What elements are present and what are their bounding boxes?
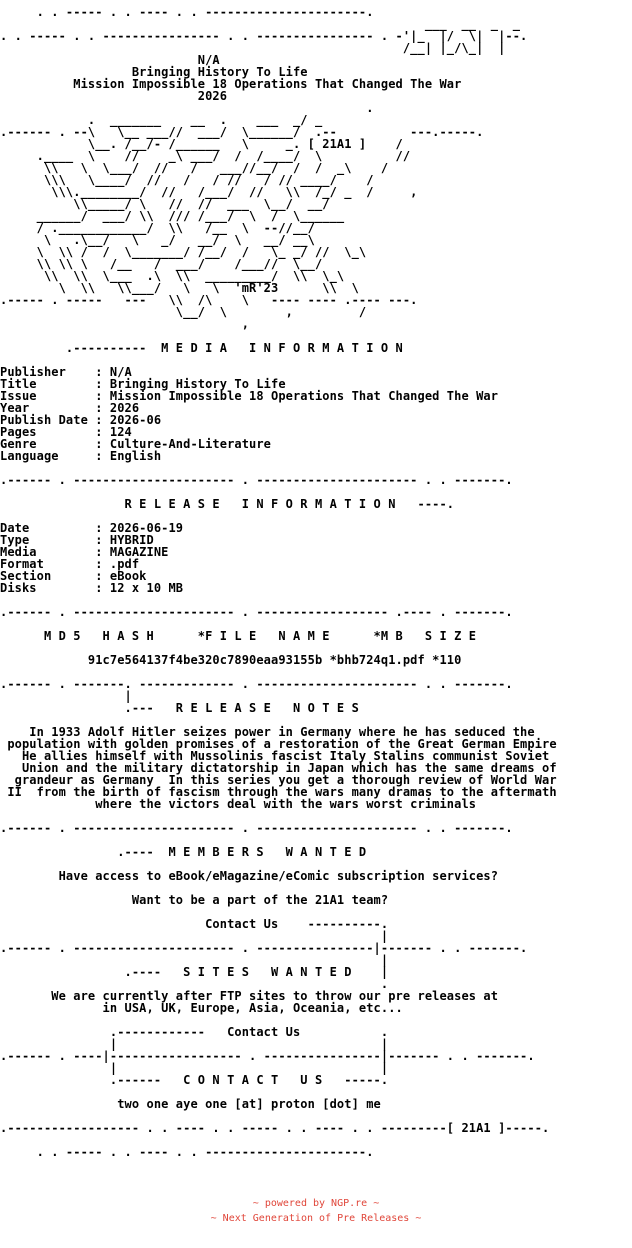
- footer: [0, 1196, 632, 1226]
- footer-tagline: ~ Next Generation of Pre Releases ~: [210, 1213, 422, 1224]
- nfo-text: . . ----- . . ---- . . ----------------------. ___ __ _ _ . . ----- . . ---------------- . . ---------------- . -'|_ |/ \| |--. /__| |_/\_| | N/A Bringing History To Life Mission Impossible 18 Operations That Changed The War 2026 . . _______ __ . ___ _/ _ .------ . --\ \__ ___// ___/ \______/ .-- ---.-----. \__. /__/- /______ \ _. [ 21A1 ] / .____ \ // _\ ___/ / /____/ \ // \\ \ \___/ // / ___//__/ / / _\ / \\\ \____/ // / / // / // ____/ / \\\.________/ // /___/ // \\ /_/ _ / , \\_____/ \ // // ___ \__/ __/ ______/ ___/ \\ /// /___/ \ / \______ / .____________/ \\ /__ \ --//__/ \ .\__/ \ _/ __/ \ __/ __\ \ \\ / / \_______/ /__/ / \_ _/ // \_\ \\ \\ \ /__ / ___/ /___// \__/ \\ \\ \___ .\ \\ _________/ \\ \_\ \ \\ \\___/ \ \ 'mR'23 \\ \ .----- . ----- --- \\ /\ \ ---- ---- .---- ---. \__/ \ , / , .---------- M E D I A I N F O R M A T I O N Publisher : N/A Title : Bringing History To Life Issue : Mission Impossible 18 Operations That Changed The War Year : 2026 Publish Date : 2026-06 Pages : 124 Genre : Culture-And-Literature Language : English .------ . ---------------------- . ---------------------- . . -------. R E L E A S E I N F O R M A T I O N ----. Date : 2026-06-19 Type : HYBRID Media : MAGAZINE Format : .pdf Section : eBook Disks : 12 x 10 MB .------ . ---------------------- . ------------------ .---- . -------. M D 5 H A S H *F I L E N A M E *M B S I Z E 91c7e564137f4be320c7890eaa93155b *bhb724q1.pdf *110 .------ . -------. ------------- . ---------------------- . . -------. | .--- R E L E A S E N O T E S In 1933 Adolf Hitler seizes power in Germany where he has seduced the population with golden promises of a restoration of the Great German Empire He allies himself with Mussolinis fascist Italy Stalins communist Soviet Union and the military dictatorship in Japan which has the same dreams of grandeur as Germany In this series you get a thorough review of World War II from the birth of fascism through the wars many dramas to the aftermath where the victors deal with the wars worst criminals .------ . ---------------------- . ---------------------- . . -------. .---- M E M B E R S W A N T E D Have access to eBook/eMagazine/eComic subscription services? Want to be a part of the 21A1 team? Contact Us ----------. | .------ . ---------------------- . ----------------|------- . . -------. | .---- S I T E S W A N T E D | . We are currently after FTP sites to throw our pre releases at in USA, UK, Europe, Asia, Oceania, etc... .------------ Contact Us . | | .------ . ----|------------------ . ----------------|------- . . -------. | | .------ C O N T A C T U S -----. two one aye one [at] proton [dot] me .------------------ . . ---- . . ----- . . ---- . . ---------[ 21A1 ]-----. . . ----- . . ---- . . ----------------------.: [0, 6, 557, 1158]
- footer-powered-by: ~ powered by NGP.re ~: [252, 1198, 380, 1209]
